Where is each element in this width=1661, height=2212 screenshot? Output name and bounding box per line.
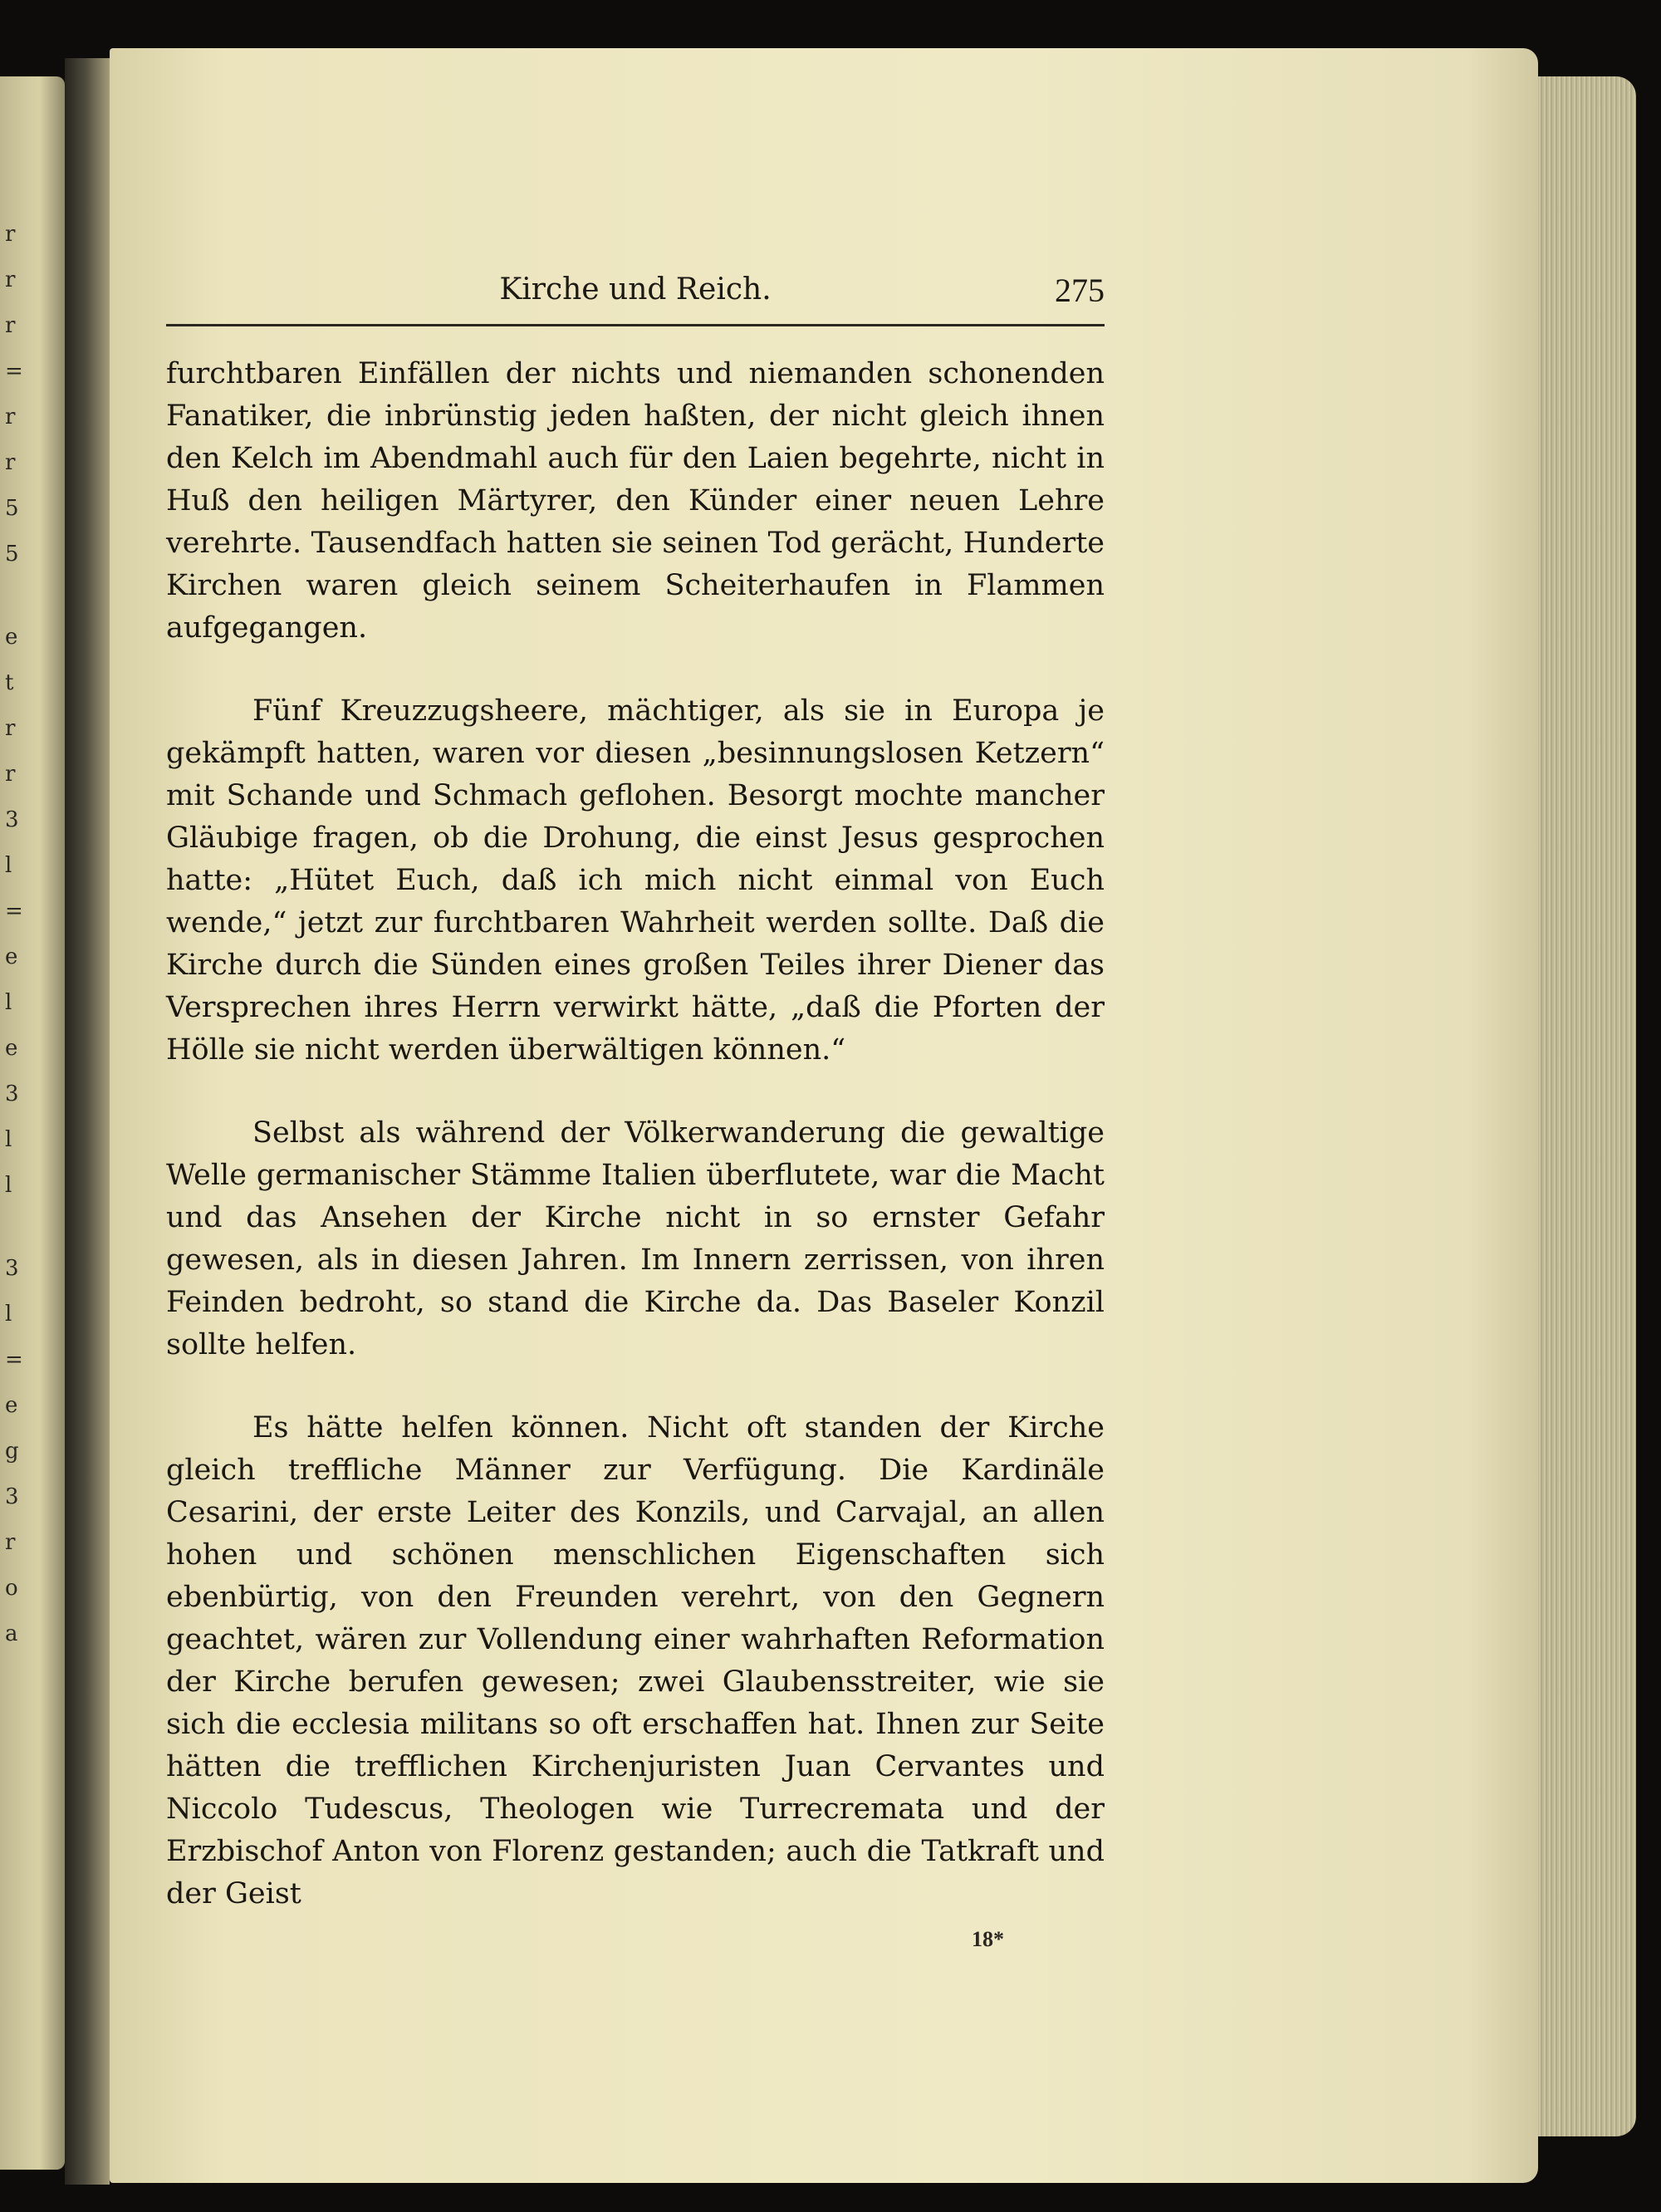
signature-mark: 18* — [972, 1927, 1004, 1951]
paragraph-2: Fünf Kreuzzugsheere, mächtiger, als sie in Europa je gekämpft hatten, waren vor diesen „besinnungslosen Ketzern“ mit Schande und Schmach geflohen. Besorgt mochte mancher Gläubige fragen, ob die Drohung, die einst Jesus gesprochen hatte: „Hütet Euch, daß ich mich nicht einmal von Euch wende,“ jetzt zur furchtbaren Wahrheit werden sollte. Daß die Kirche durch die Sünden eines großen Teiles ihrer Diener das Versprechen ihres Herrn verwirkt hätte, „daß die Pforten der Hölle sie nicht werden überwältigen können.“ — [166, 694, 1105, 1067]
line-end-mark: 3 — [5, 807, 19, 832]
book-gutter — [65, 58, 110, 2185]
line-end-mark: e — [5, 944, 18, 969]
line-end-mark: l — [5, 1127, 12, 1152]
line-end-mark: 5 — [5, 542, 19, 566]
line-end-mark: e — [5, 1393, 18, 1418]
page-header — [166, 266, 1105, 326]
paragraph-1: furchtbaren Einfällen der nichts und niemanden schonenden Fanatiker, die inbrünstig jeden haßten, der nicht gleich ihnen den Kelch im Abendmahl auch für den Laien begehrte, nicht in Huß den heiligen Märtyrer, den Künder einer neuen Lehre verehrte. Tausendfach hatten sie seinen Tod gerächt, Hunderte Kirchen waren gleich seinem Scheiterhaufen in Flammen aufgegangen. — [166, 357, 1105, 645]
line-end-mark: r — [5, 1530, 16, 1555]
line-end-mark: o — [5, 1576, 18, 1601]
line-end-mark: = — [5, 359, 23, 384]
line-end-mark: l — [5, 1302, 12, 1327]
facing-page-edge — [0, 76, 65, 2170]
line-end-mark: r — [5, 313, 16, 338]
line-end-mark: = — [5, 1347, 23, 1372]
line-end-mark: r — [5, 405, 16, 429]
line-end-mark: r — [5, 716, 16, 741]
running-head: Kirche und Reich. — [499, 272, 772, 307]
line-end-mark: r — [5, 450, 16, 475]
line-end-mark: 3 — [5, 1081, 19, 1106]
line-end-mark: l — [5, 1173, 12, 1198]
paragraph-4: Es hätte helfen können. Nicht oft standen der Kirche gleich treffliche Männer zur Verfügung. Die Kardinäle Cesarini, der erste Leiter des Konzils, und Carvajal, an allen hohen und schönen menschlichen Eigenschaften sich ebenbürtig, von den Freunden verehrt, von den Gegnern geachtet, wären zur Vollendung einer wahrhaften Reformation der Kirche berufen gewesen; zwei Glaubensstreiter, wie sie sich die ecclesia militans so oft erschaffen hat. Ihnen zur Seite hätten die trefflichen Kirchenjuristen Juan Cervantes und Niccolo Tudescus, Theologen wie Turrecremata und der Erzbischof Anton von Florenz gestanden; auch die Tatkraft und der Geist — [166, 1411, 1105, 1910]
line-end-mark: 3 — [5, 1484, 19, 1509]
line-end-mark: 3 — [5, 1256, 19, 1281]
line-end-mark: r — [5, 267, 16, 292]
facing-page-line-ends — [5, 76, 55, 2170]
line-end-mark: a — [5, 1621, 18, 1646]
paragraph-3: Selbst als während der Völkerwanderung die gewaltige Welle germanischer Stämme Italien überflutete, war die Macht und das Ansehen der Kirche nicht in so ernster Gefahr gewesen, als in diesen Jahren. Im Innern zerrissen, von ihren Feinden bedroht, so stand die Kirche da. Das Baseler Konzil sollte helfen. — [166, 1116, 1105, 1361]
line-end-mark: g — [5, 1439, 19, 1464]
line-end-mark: l — [5, 853, 12, 878]
body-text — [166, 353, 1105, 1956]
line-end-mark: t — [5, 670, 14, 695]
line-end-mark: r — [5, 762, 16, 787]
line-end-mark: e — [5, 1036, 18, 1061]
page-edge-stack — [1538, 76, 1636, 2136]
line-end-mark: = — [5, 899, 23, 924]
line-end-mark: e — [5, 625, 18, 650]
line-end-mark: r — [5, 222, 16, 247]
page-number: 275 — [1055, 272, 1105, 309]
line-end-mark: 5 — [5, 496, 19, 521]
line-end-mark: l — [5, 990, 12, 1015]
